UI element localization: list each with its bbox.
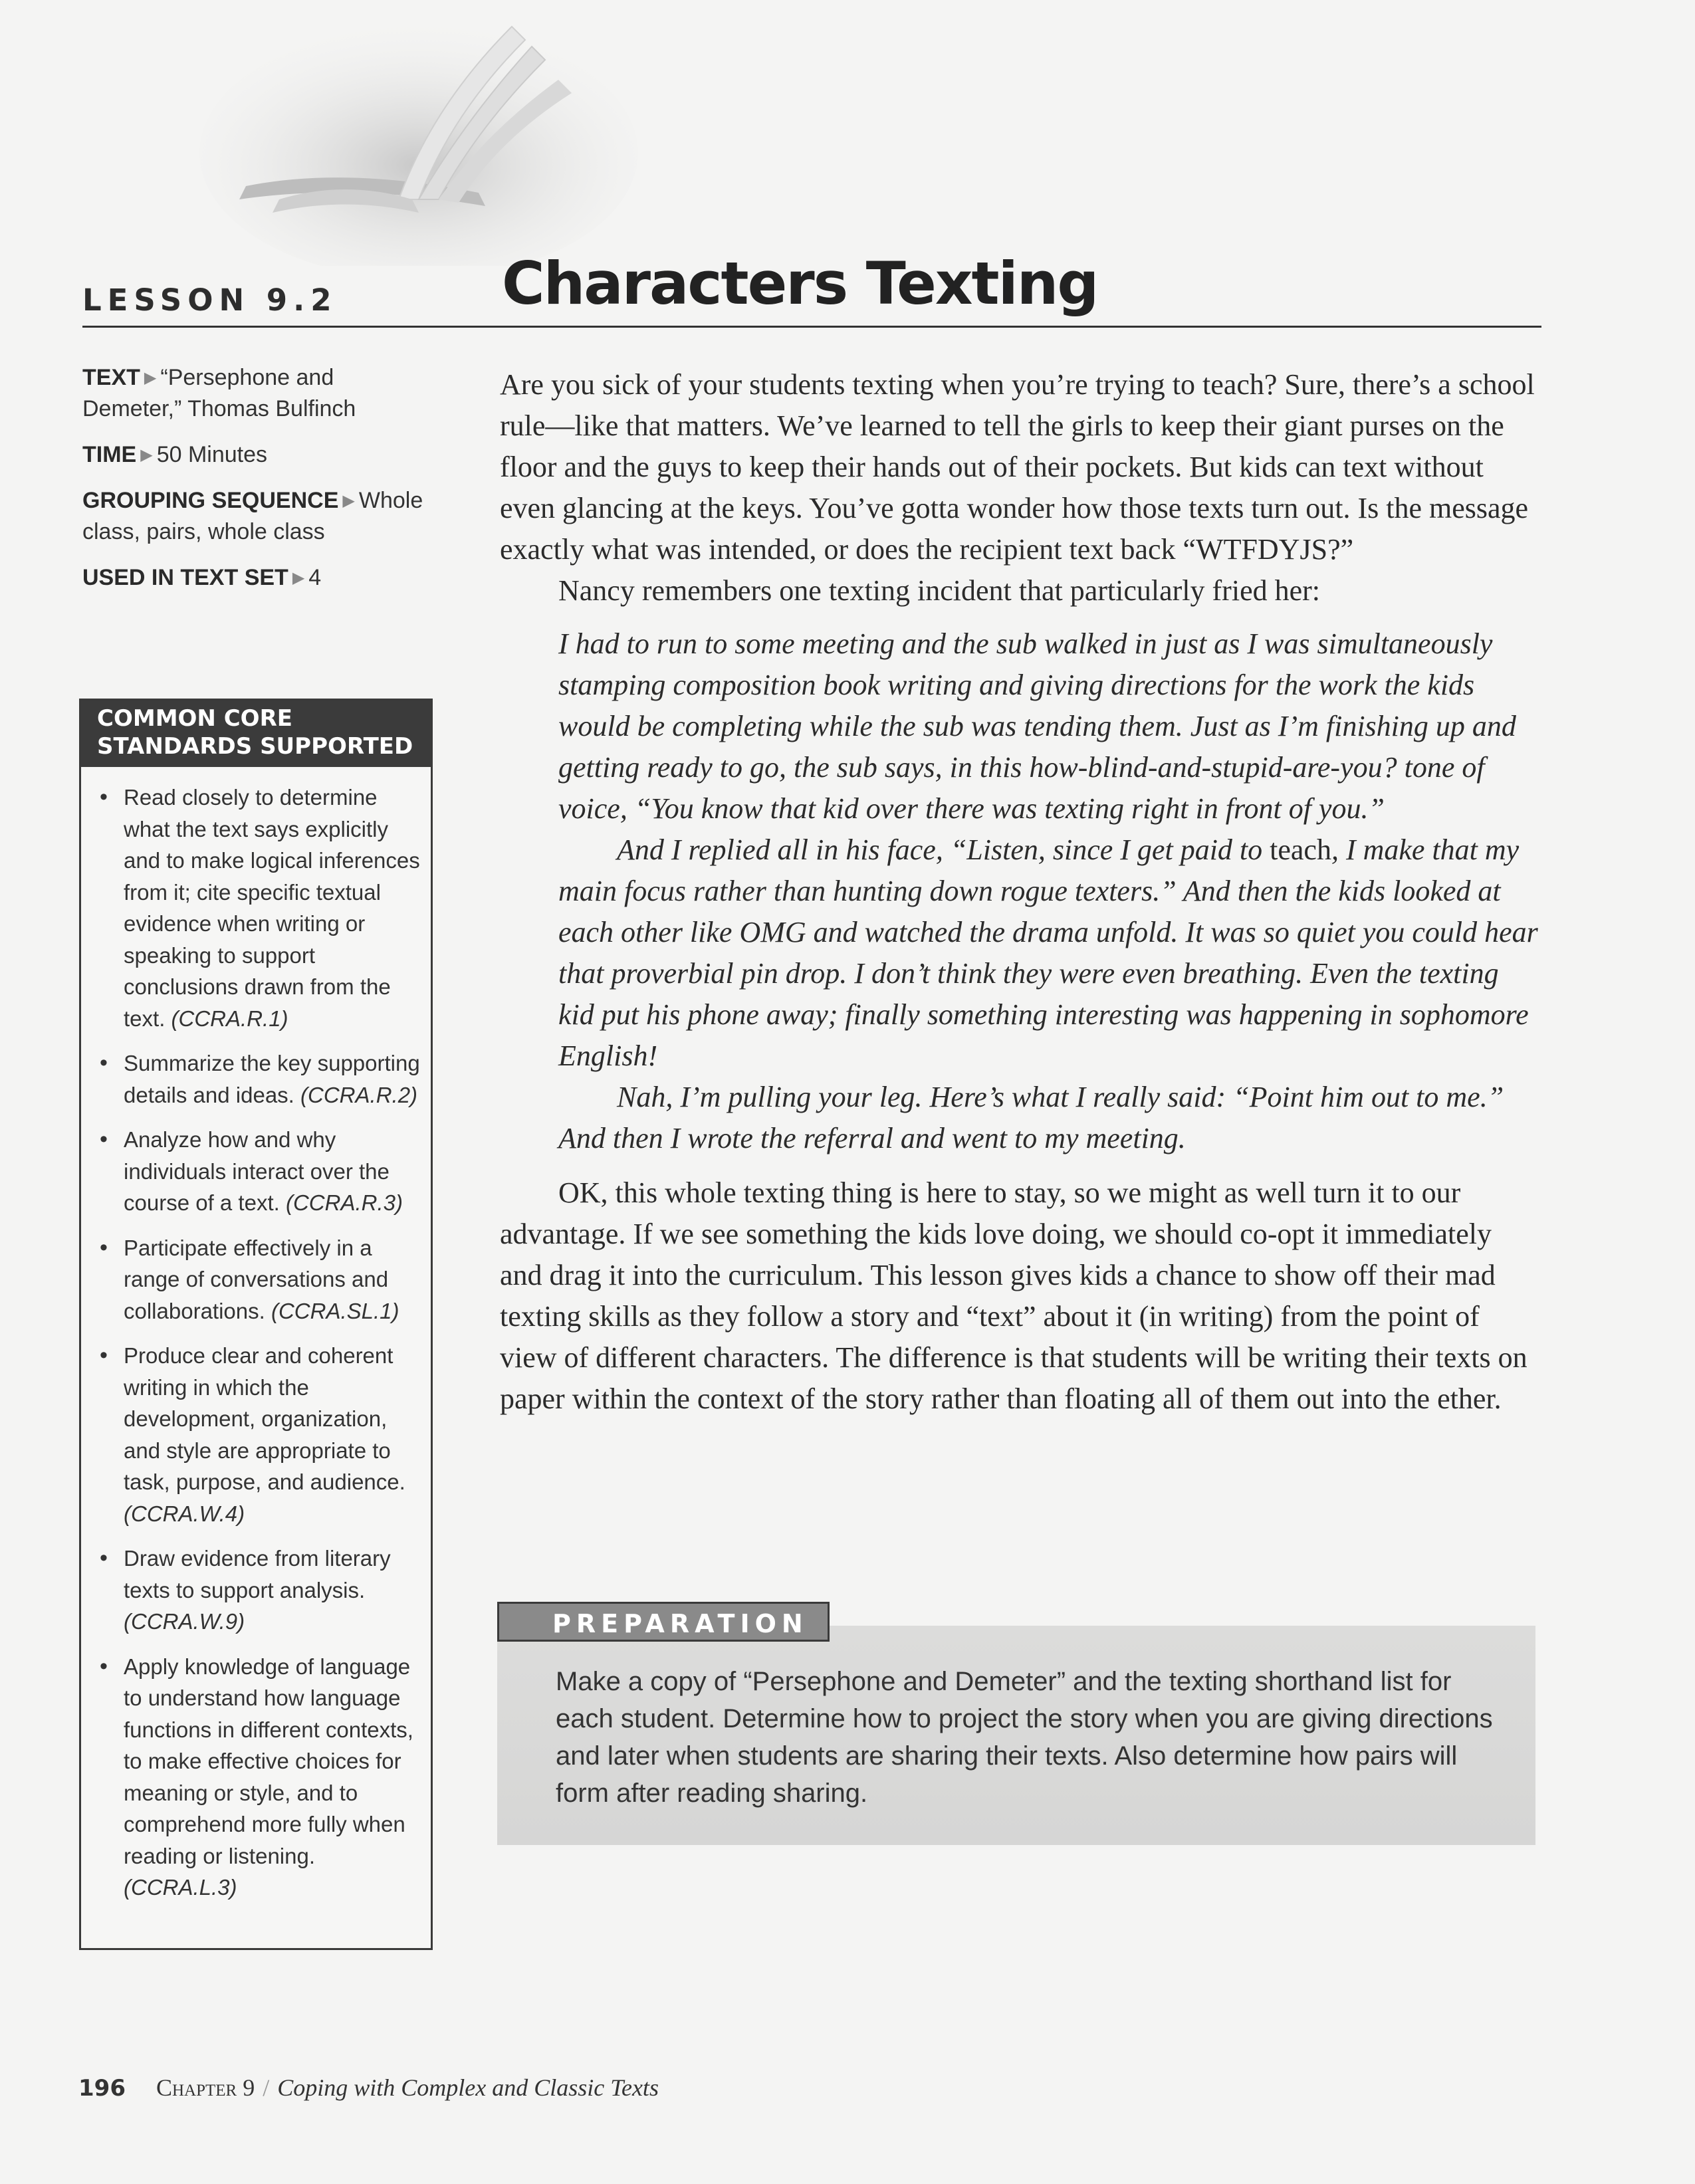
standard-text: Draw evidence from literary texts to support analysis. [124,1546,391,1602]
standard-code: (CCRA.L.3) [124,1875,237,1900]
standards-header: COMMON CORE STANDARDS SUPPORTED [81,701,431,767]
page-footer [78,2074,659,2102]
standard-text: Produce clear and coherent writing in which the development, organization, and style are appropriate to task, purpose, and audience. [124,1343,405,1494]
list-item [97,1651,425,1904]
arrow-right-icon: ▶ [140,446,153,464]
preparation-box [497,1602,1535,1845]
standard-code: (CCRA.W.9) [124,1609,245,1634]
meta-label-time: TIME [82,442,137,467]
standards-sidebar [79,699,433,1950]
preparation-text: Make a copy of “Persephone and Demeter” and the texting shorthand list for each student. Determine how to project the story when you are giving directions and later when students are sharing their texts. Also determine how pairs will form after reading sharing. [556,1667,1493,1808]
chapter-label: Chapter 9 [156,2074,255,2101]
quote-paragraph: I had to run to some meeting and the sub walked in just as I was simultaneously stamping composition book writing and giving directions for the work the kids would be completing while the sub was tending them. Just as I’m finishing up and getting ready to go, the sub says, in this how-blind-and-stupid-are-you? tone of voice, “You know that kid over there was texting right in front of you.” [558,627,1516,825]
list-item [97,782,425,1034]
standard-code: (CCRA.R.3) [285,1190,403,1215]
meta-time [82,439,431,471]
quote-emphasis: teach [1270,833,1331,866]
page-number: 196 [78,2075,126,2102]
list-item [97,1543,425,1638]
meta-value-text: “Persephone and Demeter,” Thomas Bulfinch [82,365,356,421]
meta-value-grouping: Whole class, pairs, whole class [82,488,423,544]
meta-text [82,362,431,425]
standard-code: (CCRA.SL.1) [271,1298,399,1323]
standard-text: Analyze how and why individuals interact over the course of a text. [124,1127,390,1215]
standard-text: Read closely to determine what the text says explicitly and to make logical inferences from it; cite specific textual evidence when writing or speaking to support conclusions drawn from the text. [124,785,420,1031]
title-divider [82,326,1541,328]
preparation-label: PREPARATION [497,1602,830,1642]
list-item [97,1047,425,1111]
lesson-meta [82,362,431,608]
body-paragraph: Are you sick of your students texting when you’re trying to teach? Sure, there’s a school rule—like that matters. We’ve learned to tell the girls to keep their giant purses on the floor and the guys to keep their hands out of their pockets. But kids can text without even glancing at the keys. You’ve gotta wonder how those texts turn out. Is the message exactly what was intended, or does the recipient text back “WTFDYJS?” [500,368,1535,566]
open-book-illustration [199,0,665,266]
standard-text: Summarize the key supporting details and ideas. [124,1051,420,1107]
meta-value-text-set: 4 [308,565,322,590]
page-title: Characters Texting [502,249,1098,318]
meta-label-text: TEXT [82,365,140,390]
block-quote [558,623,1541,1159]
list-item [97,1232,425,1327]
standard-text: Apply knowledge of language to understand how language functions in different contexts, to make effective choices for meaning or style, and to comprehend more fully when reading or listening. [124,1654,413,1868]
arrow-right-icon: ▶ [292,569,305,587]
meta-text-set [82,562,431,594]
open-book-icon [199,0,665,266]
standard-code: (CCRA.R.2) [300,1082,418,1107]
arrow-right-icon: ▶ [342,492,355,510]
quote-paragraph [558,829,1541,1077]
quote-paragraph: Nah, I’m pulling your leg. Here’s what I really said: “Point him out to me.” And then I wrote the referral and went to my meeting. [558,1081,1504,1154]
meta-value-time: 50 Minutes [156,442,268,467]
quote-text: , I make that my main focus rather than hunting down rogue texters.” And then the kids looked at each other like OMG and watched the drama unfold. It was so quiet you could hear that proverbial pin drop. I don’t think they were even breathing. Even the texting kid put his phone away; finally something interesting was happening in sophomore English! [558,833,1538,1072]
quote-text: And I replied all in his face, “Listen, since I get paid to [617,833,1270,866]
main-body [500,364,1541,1420]
standard-text: Participate effectively in a range of conversations and collaborations. [124,1235,389,1323]
arrow-right-icon: ▶ [144,369,157,387]
meta-label-grouping: GROUPING SEQUENCE [82,488,339,513]
standard-code: (CCRA.R.1) [171,1006,288,1031]
list-item [97,1124,425,1219]
meta-grouping [82,485,431,548]
lesson-number: LESSON 9.2 [82,282,338,318]
standard-code: (CCRA.W.4) [124,1501,245,1526]
body-paragraph: OK, this whole texting thing is here to stay, so we might as well turn it to our advantage. If we see something the kids love doing, we should co-opt it immediately and drag it into the curriculum. This lesson gives kids a chance to show off their mad texting skills as they follow a story and “text” about it (in writing) from the point of view of different characters. The difference is that students will be writing their texts on paper within the context of the story rather than floating all of them out into the ether. [500,1176,1527,1415]
list-item [97,1340,425,1529]
chapter-title: Coping with Complex and Classic Texts [277,2074,659,2101]
body-paragraph: Nancy remembers one texting incident that particularly fried her: [558,574,1320,607]
standards-list [81,767,431,1904]
footer-separator: / [263,2074,270,2101]
meta-label-text-set: USED IN TEXT SET [82,565,288,590]
